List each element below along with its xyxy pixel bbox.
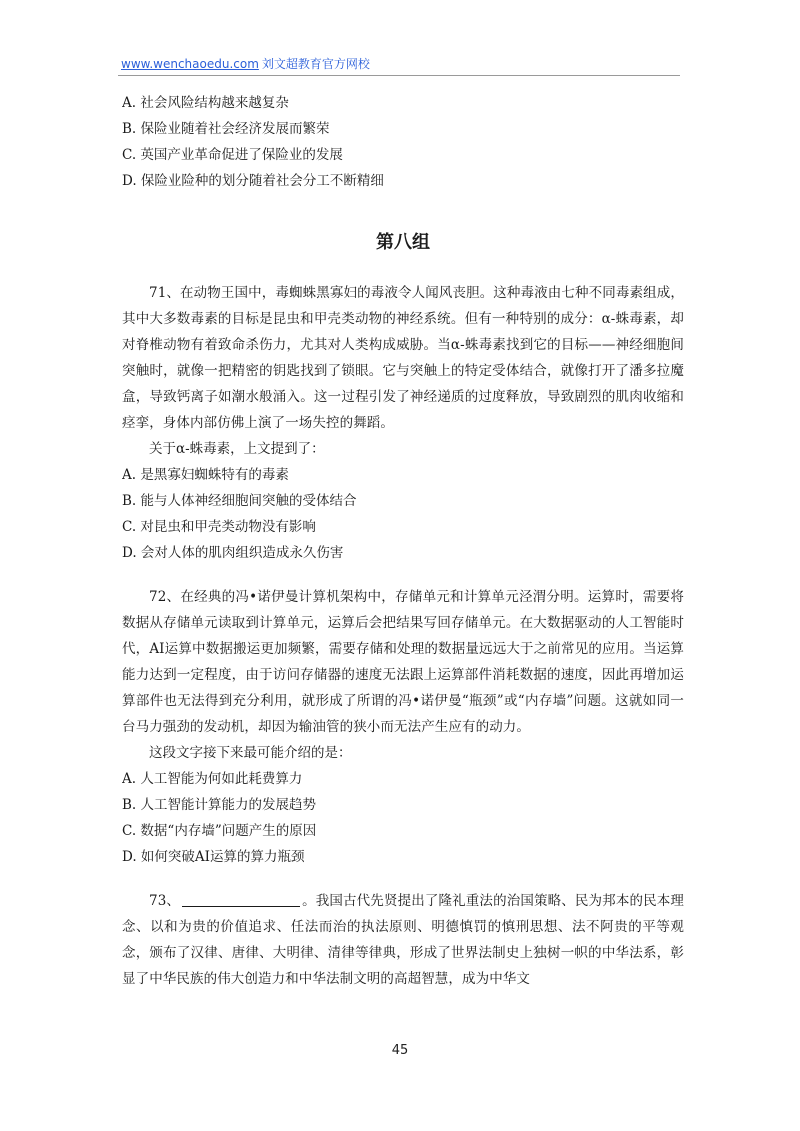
- question-71: [122, 280, 684, 566]
- question-71-option-b: B. 能与人体神经细胞间突触的受体结合: [122, 493, 357, 509]
- question-71-option-d: D. 会对人体的肌肉组织造成永久伤害: [122, 545, 344, 561]
- website-url-link[interactable]: www.wenchaoedu.com: [121, 57, 259, 71]
- question-72-option-c: C. 数据“内存墙”问题产生的原因: [122, 823, 317, 839]
- fill-in-blank: [182, 890, 300, 907]
- question-72-prompt: 这段文字接下来最可能介绍的是：: [149, 745, 352, 761]
- question-71-option-a: A. 是黑寡妇蜘蛛特有的毒素: [122, 467, 289, 483]
- question-72-option-b: B. 人工智能计算能力的发展趋势: [122, 797, 317, 813]
- header-divider: [118, 75, 680, 76]
- option-b: B. 保险业随着社会经济发展而繁荣: [122, 121, 330, 137]
- question-73-number: 73、: [149, 893, 181, 909]
- question-72: [122, 584, 684, 870]
- question-72-passage: 72、在经典的冯•诺伊曼计算机架构中，存储单元和计算单元泾渭分明。运算时，需要将数据从存储单元读取到计算单元，运算后会把结果写回存储单元。在大数据驱动的人工智能时代，AI运算中数据搬运更加频繁，需要存储和处理的数据量远远大于之前常见的应用。当运算能力达到一定程度，由于访问存储器的速度无法跟上运算部件消耗数据的速度，因此再增加运算部件也无法得到充分利用，就形成了所谓的冯•诺伊曼“瓶颈”或“内存墙”问题。这就如同一台马力强劲的发动机，却因为输油管的狭小而无法产生应有的动力。: [122, 589, 684, 735]
- question-73-text: 。我国古代先贤提出了隆礼重法的治国策略、民为邦本的民本理念、以和为贵的价值追求、任法而治的执法原则、明德慎罚的慎刑思想、法不阿贵的平等观念，颁布了汉律、唐律、大明律、清律等律典，形成了世界法制史上独树一帜的中华法系，彰显了中华民族的伟大创造力和中华法制文明的高超智慧，成为中华文: [122, 893, 684, 987]
- question-72-option-a: A. 人工智能为何如此耗费算力: [122, 771, 303, 787]
- question-72-option-d: D. 如何突破AI运算的算力瓶颈: [122, 849, 305, 865]
- previous-question-options: [122, 90, 684, 194]
- option-a: A. 社会风险结构越来越复杂: [122, 95, 289, 111]
- site-name: 刘文超教育官方网校: [261, 57, 370, 71]
- document-body: [122, 90, 684, 992]
- question-71-passage: 71、在动物王国中，毒蜘蛛黑寡妇的毒液令人闻风丧胆。这种毒液由七种不同毒素组成，其中大多数毒素的目标是昆虫和甲壳类动物的神经系统。但有一种特别的成分：α-蛛毒素，却对脊椎动物有着致命杀伤力，尤其对人类构成威胁。当α-蛛毒素找到它的目标——神经细胞间突触时，就像一把精密的钥匙找到了锁眼。它与突触上的特定受体结合，就像打开了潘多拉魔盒，导致钙离子如潮水般涌入。这一过程引发了神经递质的过度释放，导致剧烈的肌肉收缩和痉挛，身体内部仿佛上演了一场失控的舞蹈。: [122, 285, 684, 431]
- question-71-prompt: 关于α-蛛毒素，上文提到了：: [149, 441, 325, 457]
- question-71-option-c: C. 对昆虫和甲壳类动物没有影响: [122, 519, 316, 535]
- section-title: 第八组: [376, 232, 430, 253]
- option-d: D. 保险业险种的划分随着社会分工不断精细: [122, 173, 384, 189]
- page-number: 45: [391, 1043, 409, 1058]
- option-c: C. 英国产业革命促进了保险业的发展: [122, 147, 343, 163]
- page-header: [121, 56, 370, 72]
- question-73-passage: [122, 888, 684, 992]
- question-73: [122, 888, 684, 992]
